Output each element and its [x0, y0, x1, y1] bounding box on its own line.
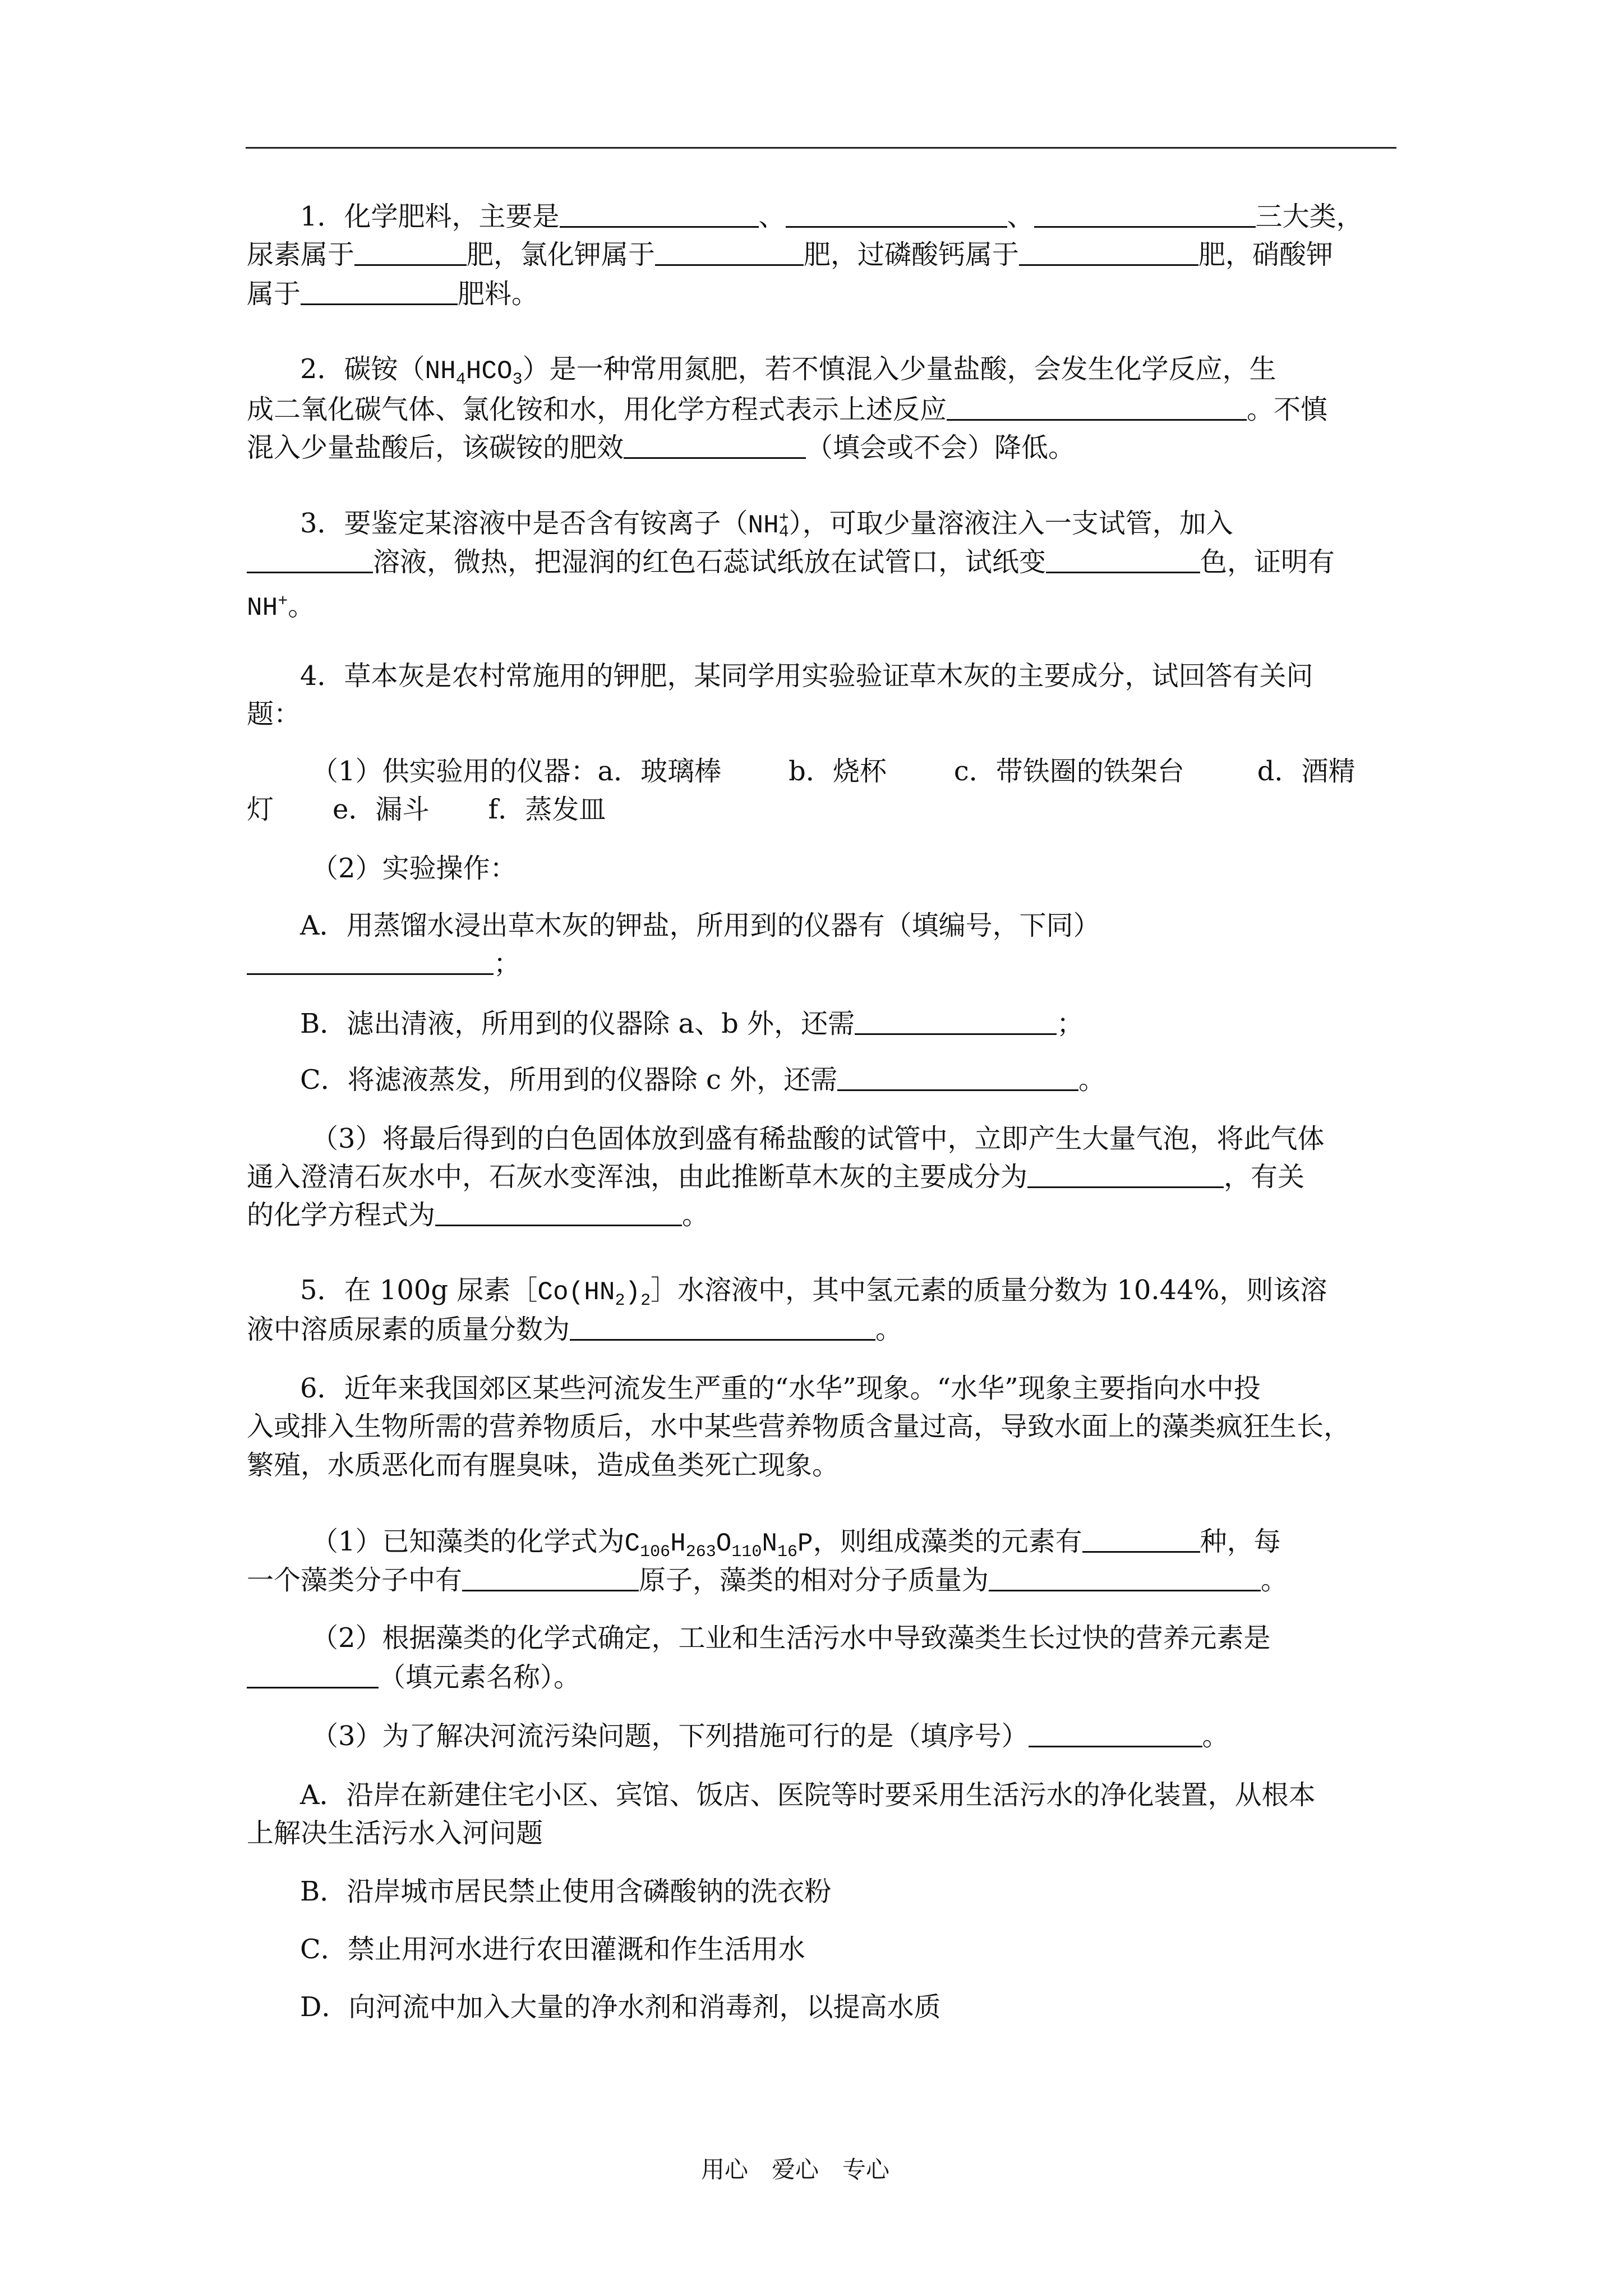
q4-text: C．将滤液蒸发，所用到的仪器除 c 外，还需 — [300, 1064, 838, 1096]
q6-option-a-line-1: A．沿岸在新建住宅小区、宾馆、饭店、医院等时要采用生活污水的净化装置，从根本 — [300, 1779, 1316, 1811]
q1-line-3 — [247, 277, 538, 311]
q6-p1-line-1 — [311, 1525, 1281, 1569]
instrument-f: f．蒸发皿 — [488, 794, 606, 825]
instrument-d: d．酒精 — [1257, 756, 1355, 787]
answer-blank[interactable] — [855, 1007, 1057, 1035]
answer-blank[interactable] — [1046, 546, 1200, 573]
answer-blank[interactable] — [624, 431, 806, 459]
q5-text: ］水溶液中，其中氢元素的质量分数为 10.44%，则该溶 — [651, 1274, 1327, 1306]
q3-text: 溶液，微热，把湿润的红色石蕊试纸放在试管口，试纸变 — [373, 546, 1046, 578]
q1-text: 属于 — [247, 278, 301, 310]
q4-line-2: 题： — [247, 698, 301, 730]
q4-opC — [300, 1063, 1105, 1097]
q6-text: （填元素名称）。 — [379, 1662, 581, 1693]
q6-option-d: D．向河流中加入大量的净水剂和消毒剂，以提高水质 — [300, 1991, 941, 2023]
answer-blank[interactable] — [435, 1199, 682, 1226]
q4-p3-line-2 — [247, 1160, 1304, 1194]
q6-text: （3）为了解决河流污染问题，下列措施可行的是（填序号） — [311, 1720, 1029, 1752]
q1-text: 肥，氯化钾属于 — [467, 239, 656, 270]
q6-text: 。 — [1261, 1565, 1288, 1596]
q6-line-3: 繁殖，水质恶化而有腥臭味，造成鱼类死亡现象。 — [247, 1450, 840, 1481]
q2-text: （填会或不会）降低。 — [806, 432, 1076, 463]
q1-text: 1．化学肥料，主要是 — [300, 201, 560, 232]
q3-text: 色，证明有 — [1200, 546, 1335, 578]
q6-p1-line-2 — [247, 1563, 1288, 1597]
q2-text: 混入少量盐酸后，该碳铵的肥效 — [247, 432, 624, 463]
q4-text: 。 — [1078, 1064, 1106, 1096]
q6-option-c: C．禁止用河水进行农田灌溉和作生活用水 — [300, 1934, 805, 1965]
q4-opA: A．用蒸馏水浸出草木灰的钾盐，所用到的仪器有（填编号，下同） — [300, 910, 1100, 941]
answer-blank[interactable] — [560, 200, 759, 228]
q4-text: 。 — [682, 1199, 709, 1231]
instrument-e: e．漏斗 — [333, 794, 430, 825]
q4-text: 的化学方程式为 — [247, 1199, 436, 1231]
header-rule — [246, 147, 1396, 149]
q3-line-1 — [300, 507, 1233, 542]
q6-text: （1）已知藻类的化学式为 — [311, 1526, 625, 1557]
q3-text: 。 — [288, 590, 315, 622]
q1-text: 三大类， — [1255, 201, 1363, 232]
q3-text: ），可取少量溶液注入一支试管，加入 — [789, 508, 1233, 539]
q4-text: （1）供实验用的仪器： — [311, 756, 598, 787]
q4-p2: （2）实验操作： — [311, 853, 517, 884]
q1-text: 尿素属于 — [247, 239, 355, 270]
answer-blank[interactable] — [1082, 1525, 1200, 1553]
q5-line-1 — [300, 1273, 1327, 1318]
formula-nh4-ion: NH + 4 — [748, 509, 789, 542]
answer-blank[interactable] — [462, 1564, 639, 1591]
q1-line-2 — [247, 238, 1333, 272]
page-footer: 用心 爱心 专心 — [701, 2156, 890, 2183]
q6-text: 。 — [1202, 1720, 1229, 1752]
q1-text: 肥，过磷酸钙属于 — [804, 239, 1020, 270]
q2-line-1 — [300, 352, 1276, 397]
q4-text: B．滤出清液，所用到的仪器除 a、b 外，还需 — [300, 1008, 855, 1039]
q6-text: 一个藻类分子中有 — [247, 1565, 463, 1596]
q1-text: 、 — [1007, 201, 1034, 232]
q4-text: ，有关 — [1224, 1161, 1305, 1193]
answer-blank[interactable] — [301, 278, 458, 305]
answer-blank[interactable] — [1019, 238, 1198, 266]
q6-p2-line-2 — [247, 1660, 580, 1694]
q3-text: 3．要鉴定某溶液中是否含有铵离子（ — [300, 508, 748, 539]
answer-blank[interactable] — [354, 238, 467, 266]
answer-blank[interactable] — [989, 1564, 1261, 1591]
q6-line-2: 入或排入生物所需的营养物质后，水中某些营养物质含量过高，导致水面上的藻类疯狂生长， — [247, 1411, 1351, 1442]
answer-blank[interactable] — [570, 1313, 875, 1341]
q2-text: 2．碳铵（ — [300, 353, 425, 385]
instrument-c: c．带铁圈的铁架台 — [953, 756, 1184, 787]
answer-blank[interactable] — [247, 1661, 379, 1688]
q2-text: 。不慎 — [1247, 394, 1328, 425]
q5-text: 。 — [875, 1314, 903, 1345]
answer-blank[interactable] — [247, 546, 373, 573]
q4-opB — [300, 1007, 1083, 1041]
formula-nh-plus: NH+ — [247, 592, 288, 623]
q6-text: 种，每 — [1200, 1526, 1281, 1557]
q2-text: 成二氧化碳气体、氯化铵和水，用化学方程式表示上述反应 — [247, 394, 947, 425]
q6-text: 原子，藻类的相对分子质量为 — [639, 1565, 989, 1596]
q6-p3 — [311, 1719, 1229, 1753]
q6-line-1: 6．近年来我国郊区某些河流发生严重的“水华”现象。“水华”现象主要指向水中投 — [300, 1373, 1261, 1404]
q5-text: 液中溶质尿素的质量分数为 — [247, 1314, 570, 1345]
q6-option-a-line-2: 上解决生活污水入河问题 — [247, 1818, 543, 1849]
answer-blank[interactable] — [247, 947, 494, 975]
instrument-d: 灯 — [247, 794, 274, 825]
q4-p1-line-2 — [247, 793, 606, 826]
answer-blank[interactable] — [1034, 200, 1256, 228]
q2-line-2 — [247, 393, 1327, 426]
q2-text: ）是一种常用氮肥，若不慎混入少量盐酸，会发生化学反应，生 — [522, 353, 1276, 385]
q6-option-b: B．沿岸城市居民禁止使用含磷酸钠的洗衣粉 — [300, 1876, 832, 1907]
instrument-b: b．烧杯 — [789, 756, 887, 787]
q4-p3-line-1: （3）将最后得到的白色固体放到盛有稀盐酸的试管中，立即产生大量气泡，将此气体 — [311, 1123, 1325, 1154]
answer-blank[interactable] — [655, 238, 804, 266]
q4-line-1: 4．草本灰是农村常施用的钾肥，某同学用实验验证草木灰的主要成分，试回答有关问 — [300, 660, 1313, 692]
answer-blank[interactable] — [786, 200, 1007, 228]
q4-opA-answer — [247, 947, 520, 981]
answer-blank[interactable] — [1027, 1161, 1224, 1188]
q1-text: 、 — [758, 201, 786, 232]
formula-nh4hco3: $NH_4HCO_3$ — [425, 357, 523, 390]
q1-line-1 — [300, 200, 1363, 233]
q4-text: ； — [494, 948, 521, 979]
q6-text: ，则组成藻类的元素有 — [813, 1526, 1082, 1557]
formula-algae: $C_{106}H_{263}O_{110}N_{16}P$ — [624, 1529, 813, 1562]
q5-text: 5．在 100g 尿素［ — [300, 1274, 538, 1306]
q3-line-3 — [247, 585, 315, 625]
q3-line-2 — [247, 545, 1335, 579]
q1-text: 肥料。 — [458, 278, 539, 310]
q4-p3-line-3 — [247, 1198, 709, 1232]
q6-p2-line-1: （2）根据藻类的化学式确定，工业和生活污水中导致藻类生长过快的营养元素是 — [311, 1622, 1271, 1654]
q5-line-2 — [247, 1313, 902, 1346]
q4-text: ； — [1057, 1008, 1084, 1039]
formula-urea: $Co(HN_2)_2$ — [537, 1278, 651, 1311]
q4-p1-line-1 — [311, 754, 1355, 788]
answer-blank[interactable] — [837, 1064, 1078, 1091]
q2-line-3 — [247, 431, 1075, 464]
q4-text: 通入澄清石灰水中，石灰水变浑浊，由此推断草木灰的主要成分为 — [247, 1161, 1028, 1193]
answer-blank[interactable] — [1029, 1720, 1202, 1747]
instrument-a: a．玻璃棒 — [597, 756, 722, 787]
q1-text: 肥，硝酸钾 — [1198, 239, 1334, 270]
answer-blank[interactable] — [947, 393, 1247, 421]
